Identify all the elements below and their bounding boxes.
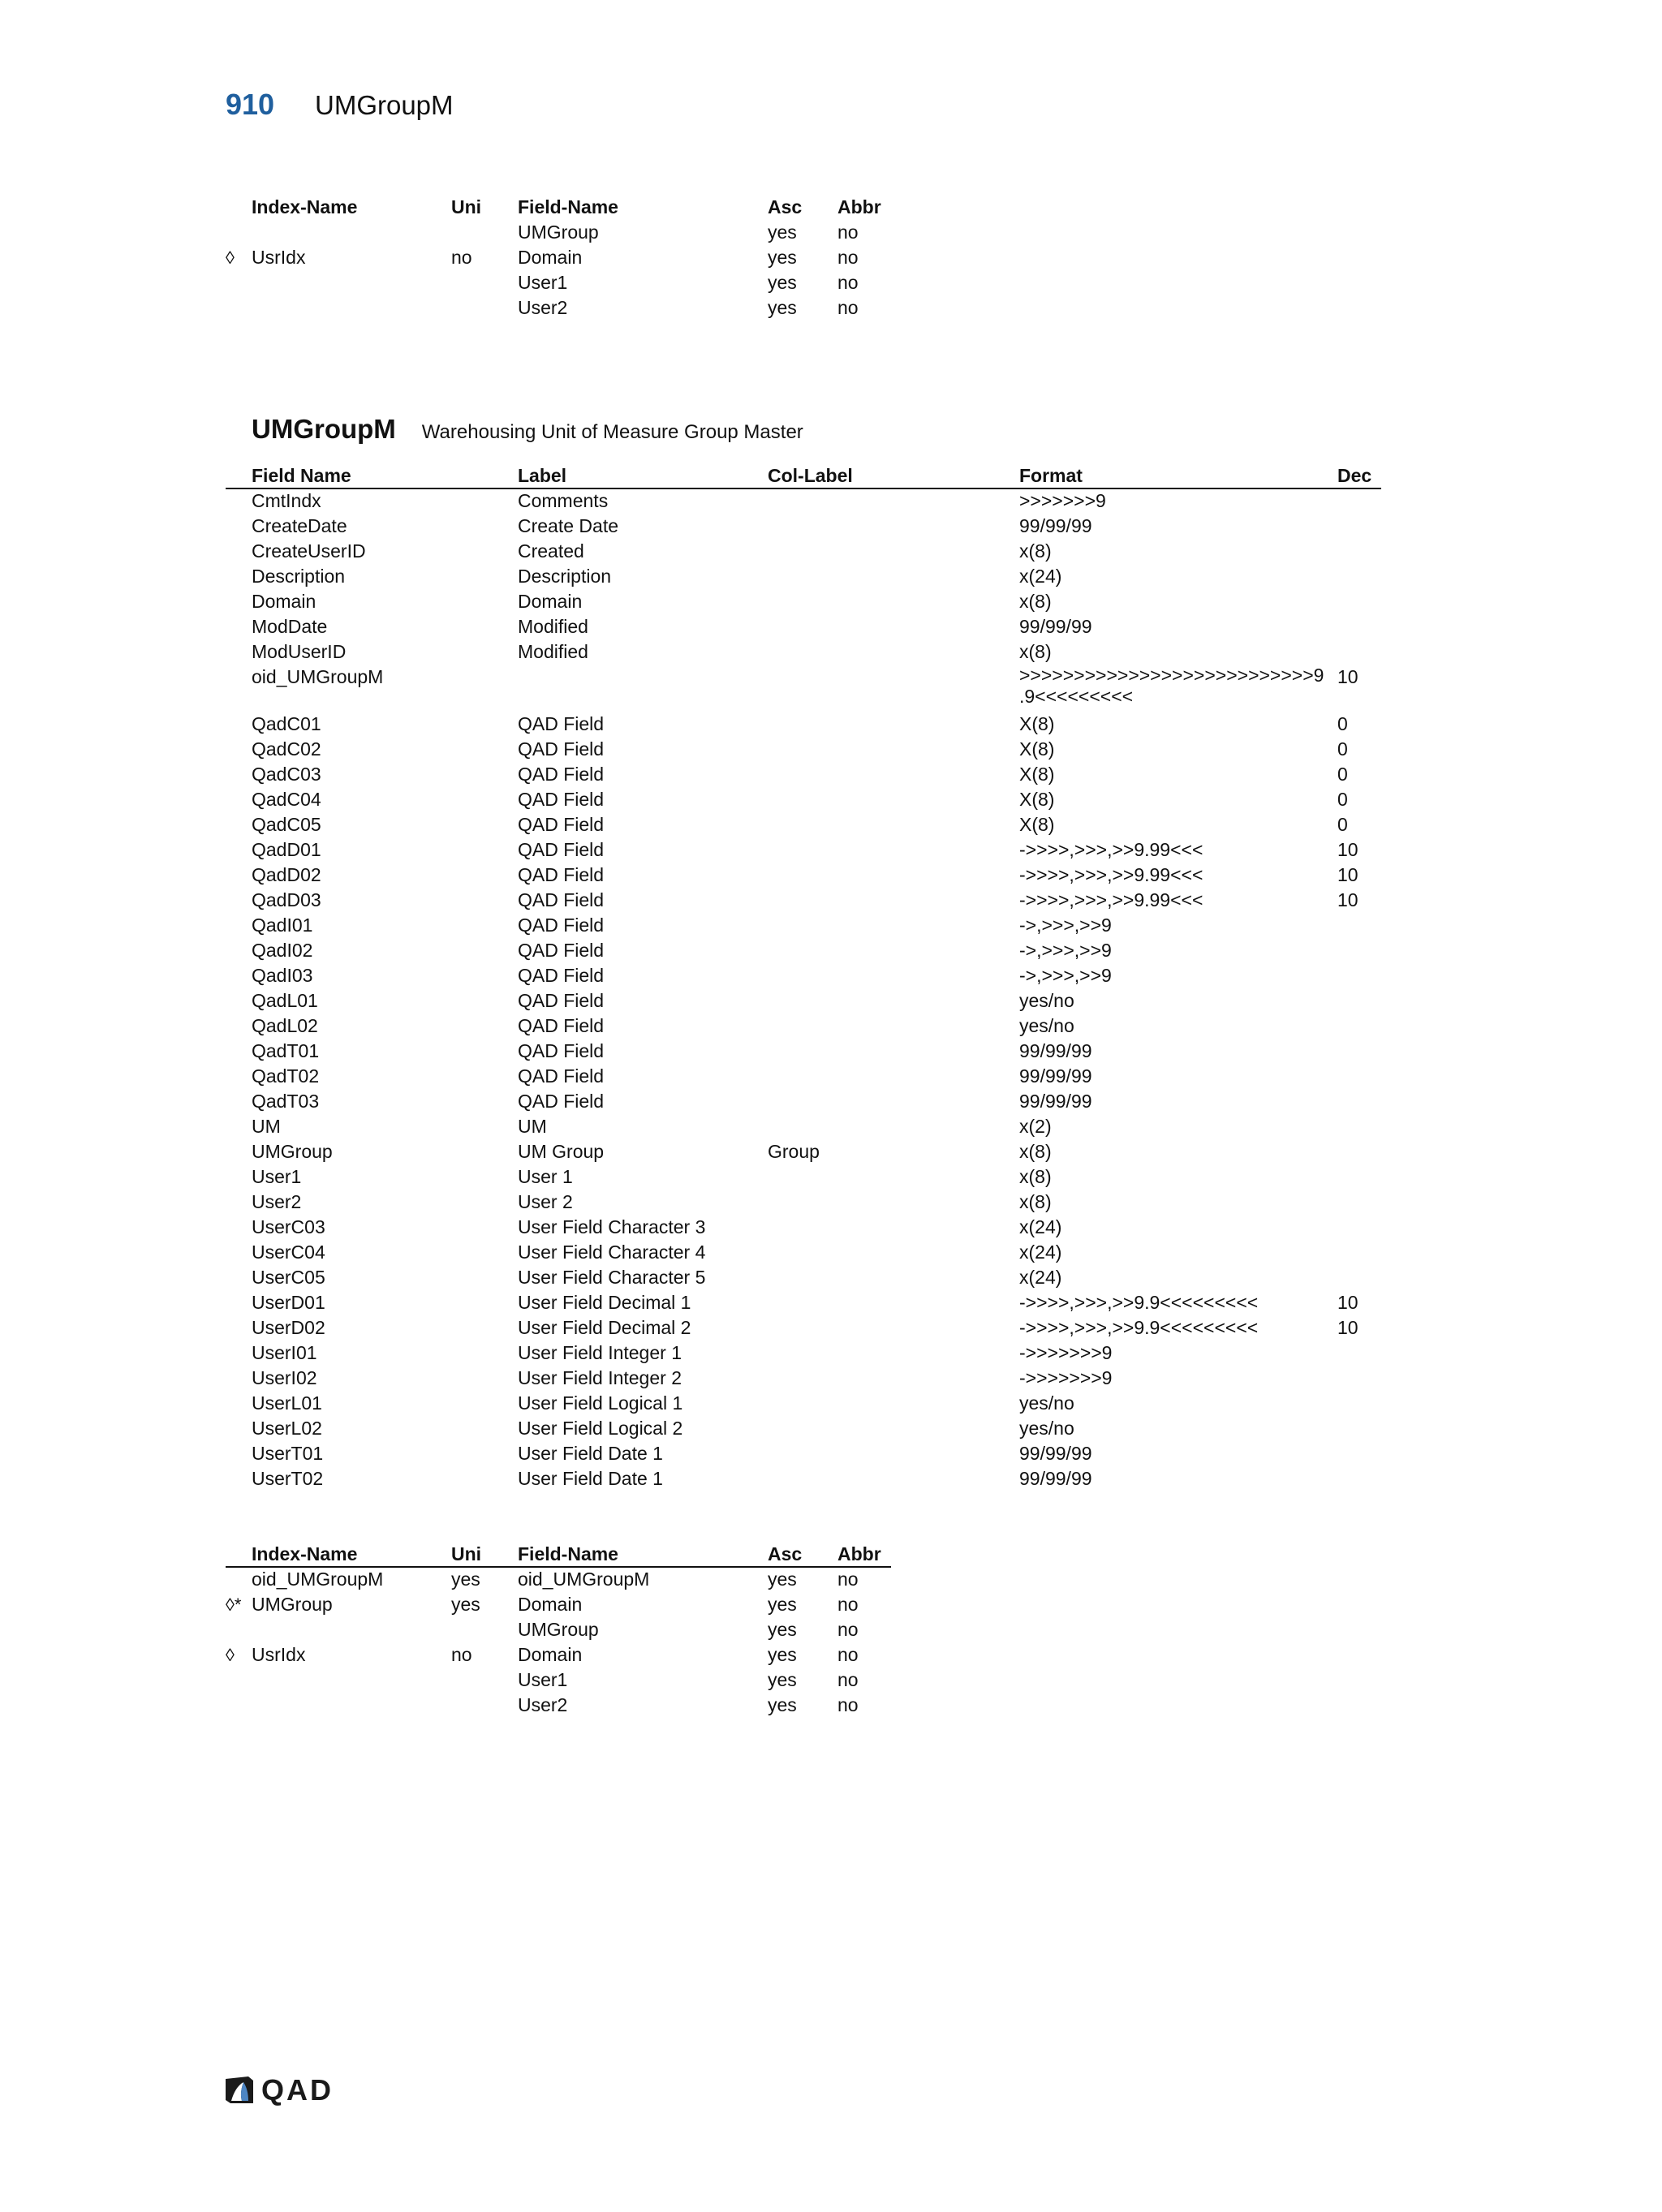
table-row [226,1164,1381,1190]
footer-logo [224,2073,334,2107]
field-format [1019,1265,1061,1290]
table-description: Warehousing Unit of Measure Group Master [421,421,803,443]
field-label: User Field Date 1 [518,1468,663,1489]
table-row [226,539,1381,564]
table-row [226,1139,1381,1164]
field-format-line: 99/99/99 [1019,1468,1092,1489]
field-label: QAD Field [518,940,605,961]
field-name: UserL02 [252,1418,322,1439]
field-format [1019,1013,1074,1039]
field-name: QadI01 [252,914,313,936]
index-abbreviated: no [837,1669,859,1690]
field-name: UM [252,1116,281,1137]
index-abbreviated: no [837,297,859,318]
index-field-name: UMGroup [518,1619,599,1640]
index-ascending: yes [768,1619,797,1640]
field-decimals: 0 [1337,764,1348,785]
table-row [226,1592,891,1617]
table-row [226,1466,1381,1491]
table-row [226,1341,1381,1366]
table-row [226,589,1381,614]
index-abbreviated: no [837,247,859,268]
index-name: UMGroup [252,1594,333,1615]
field-format-line: ->>>>,>>>,>>9.9<<<<<<<<< [1019,1292,1259,1313]
index-unique: yes [451,1569,480,1590]
table-row [226,1567,891,1592]
index-name: oid_UMGroupM [252,1569,384,1590]
field-format-line: >>>>>>>>>>>>>>>>>>>>>>>>>>>9 [1019,665,1324,686]
field-label: QAD Field [518,965,605,986]
table-row [226,1617,891,1642]
index-unique: no [451,247,472,268]
field-format [1019,938,1112,963]
field-format [1019,837,1203,863]
table-row [226,270,891,295]
field-name: Description [252,566,346,587]
field-name: UserD02 [252,1317,325,1338]
field-format-line: ->>>>,>>>,>>9.99<<< [1019,864,1203,885]
header-asc: Asc [768,1543,803,1564]
field-label: UM [518,1116,547,1137]
header-uni: Uni [451,1543,482,1564]
header-field-name: Field-Name [518,196,618,217]
index-table-header [226,1542,891,1567]
table-row [226,762,1381,787]
field-format [1019,564,1061,589]
field-name: QadI02 [252,940,313,961]
index-abbreviated: no [837,1619,859,1640]
field-format [1019,888,1203,913]
table-row [226,295,891,321]
field-label: User Field Date 1 [518,1443,663,1464]
table-row [226,1693,891,1718]
field-format [1019,1466,1092,1491]
qad-logo-icon [224,2076,255,2105]
field-decimals: 10 [1337,666,1358,687]
table-row [226,1642,891,1668]
table-row [226,1039,1381,1064]
field-format-line: ->>>>>>>9 [1019,1342,1113,1363]
field-name: UserI02 [252,1367,317,1388]
field-format [1019,737,1054,762]
field-name: UserD01 [252,1292,325,1313]
index-field-name: User1 [518,1669,568,1690]
index-marker: ◊* [226,1594,242,1615]
index-field-name: Domain [518,247,583,268]
header-uni: Uni [451,196,482,217]
field-table-body [226,488,1381,1491]
table-row [226,1290,1381,1315]
field-format [1019,863,1203,888]
field-format-line: yes/no [1019,1015,1074,1036]
field-label: Modified [518,616,588,637]
field-format [1019,488,1106,514]
field-decimals: 10 [1337,839,1358,860]
index-field-name: Domain [518,1644,583,1665]
field-decimals: 10 [1337,864,1358,885]
table-row [226,1089,1381,1114]
field-format-line: 99/99/99 [1019,1443,1092,1464]
field-label: Modified [518,641,588,662]
field-name: QadC04 [252,789,321,810]
index-abbreviated: no [837,1569,859,1590]
index-table-bottom [226,1542,891,1718]
field-format [1019,514,1092,539]
field-format [1019,1341,1112,1366]
index-table-body [226,220,891,321]
header-index-name: Index-Name [252,1543,358,1564]
field-format [1019,665,1324,707]
field-label: User Field Integer 1 [518,1342,682,1363]
table-row [226,1064,1381,1089]
table-row [226,888,1381,913]
field-name: QadC05 [252,814,321,835]
field-label: QAD Field [518,789,605,810]
index-ascending: yes [768,1594,797,1615]
field-label: QAD Field [518,713,605,734]
table-row [226,1391,1381,1416]
table-row [226,614,1381,639]
table-row [226,787,1381,812]
field-name: Domain [252,591,316,612]
field-format-line: ->,>>>,>>9 [1019,940,1112,961]
field-name: UserL01 [252,1392,322,1414]
table-row [226,1114,1381,1139]
field-format [1019,963,1112,988]
header-abbr: Abbr [837,1543,881,1564]
field-label: Created [518,540,584,562]
field-format-line: 99/99/99 [1019,616,1092,637]
index-abbreviated: no [837,1644,859,1665]
table-row [226,639,1381,665]
field-label: QAD Field [518,1040,605,1061]
field-format-line: 99/99/99 [1019,515,1092,536]
field-name: UMGroup [252,1141,333,1162]
field-name: QadI03 [252,965,313,986]
field-decimals: 0 [1337,713,1348,734]
field-name: QadD03 [252,889,321,910]
field-name: QadC03 [252,764,321,785]
table-row [226,245,891,270]
field-format-line: x(24) [1019,1216,1062,1237]
field-format-line: 99/99/99 [1019,1065,1092,1087]
field-label: User 2 [518,1191,573,1212]
field-label: QAD Field [518,914,605,936]
field-name: ModDate [252,616,328,637]
field-label: QAD Field [518,990,605,1011]
field-name: QadC02 [252,738,321,760]
field-format-line: ->,>>>,>>9 [1019,965,1112,986]
table-row [226,712,1381,737]
field-table-header [226,463,1381,488]
index-marker: ◊ [226,247,235,268]
field-format-line: x(8) [1019,1141,1052,1162]
field-label: User Field Character 4 [518,1242,706,1263]
field-label: User Field Character 5 [518,1267,706,1288]
page-header [226,88,454,128]
table-row [226,1416,1381,1441]
field-name: QadT01 [252,1040,320,1061]
header-format: Format [1019,465,1083,486]
field-format [1019,1416,1074,1441]
field-format [1019,639,1052,665]
field-format [1019,539,1052,564]
index-table-header [226,195,891,220]
table-row [226,863,1381,888]
field-label: Comments [518,490,609,511]
index-table-body [226,1567,891,1718]
table-row [226,1668,891,1693]
field-format-line: x(8) [1019,1191,1052,1212]
field-format-line: x(24) [1019,566,1062,587]
field-decimals: 10 [1337,1292,1358,1313]
table-name: UMGroupM [252,414,396,444]
field-decimals: 0 [1337,814,1348,835]
field-format [1019,1315,1258,1341]
index-field-name: Domain [518,1594,583,1615]
index-field-name: oid_UMGroupM [518,1569,650,1590]
header-field-name: Field Name [252,465,351,486]
field-format-line: >>>>>>>9 [1019,490,1106,511]
field-name: CreateDate [252,515,347,536]
field-label: User Field Decimal 1 [518,1292,691,1313]
table-row [226,737,1381,762]
field-format-line: x(2) [1019,1116,1052,1137]
table-row [226,1265,1381,1290]
index-abbreviated: no [837,222,859,243]
field-label: Create Date [518,515,619,536]
field-name: UserI01 [252,1342,317,1363]
field-name: User2 [252,1191,302,1212]
field-label: User Field Character 3 [518,1216,706,1237]
field-format-line: x(8) [1019,1166,1052,1187]
page-title: UMGroupM [315,90,454,120]
field-format-line: ->>>>,>>>,>>9.9<<<<<<<<< [1019,1317,1259,1338]
index-field-name: UMGroup [518,222,599,243]
field-format-line: X(8) [1019,764,1055,785]
index-unique: no [451,1644,472,1665]
logo-wordmark: QAD [261,2073,334,2107]
table-row [226,938,1381,963]
field-label: User 1 [518,1166,573,1187]
field-format-line: yes/no [1019,990,1074,1011]
field-format-line: .9<<<<<<<<< [1019,686,1134,707]
field-decimals: 0 [1337,789,1348,810]
index-abbreviated: no [837,1594,859,1615]
field-format-line: X(8) [1019,713,1055,734]
index-name: UsrIdx [252,247,306,268]
field-name: QadT03 [252,1091,320,1112]
index-ascending: yes [768,297,797,318]
field-format-line: yes/no [1019,1418,1074,1439]
field-format-line: X(8) [1019,738,1055,760]
field-name: QadT02 [252,1065,320,1087]
table-row [226,1315,1381,1341]
field-label: QAD Field [518,764,605,785]
index-ascending: yes [768,247,797,268]
field-label: QAD Field [518,889,605,910]
index-field-name: User2 [518,1694,568,1715]
header-asc: Asc [768,196,803,217]
field-format-line: ->>>>,>>>,>>9.99<<< [1019,889,1203,910]
field-name: UserT01 [252,1443,324,1464]
field-format-line: X(8) [1019,814,1055,835]
index-name: UsrIdx [252,1644,306,1665]
field-col-label: Group [768,1141,820,1162]
field-format [1019,1190,1052,1215]
field-label: QAD Field [518,814,605,835]
table-row [226,913,1381,938]
field-format [1019,787,1054,812]
field-label: QAD Field [518,738,605,760]
field-label: User Field Integer 2 [518,1367,682,1388]
field-format [1019,1240,1061,1265]
field-format [1019,1290,1258,1315]
field-name: oid_UMGroupM [252,666,384,687]
table-row [226,220,891,245]
field-decimals: 0 [1337,738,1348,760]
field-format [1019,988,1074,1013]
field-format [1019,614,1092,639]
field-format-line: 99/99/99 [1019,1091,1092,1112]
table-row [226,665,1381,712]
field-format [1019,1441,1092,1466]
field-label: User Field Decimal 2 [518,1317,691,1338]
index-field-name: User1 [518,272,568,293]
field-decimals: 10 [1337,889,1358,910]
header-index-name: Index-Name [252,196,358,217]
field-format [1019,1139,1052,1164]
table-row [226,963,1381,988]
field-format-line: x(24) [1019,1267,1062,1288]
index-ascending: yes [768,1569,797,1590]
field-name: QadD02 [252,864,321,885]
page-number: 910 [226,88,275,121]
field-label: QAD Field [518,1091,605,1112]
field-format [1019,913,1112,938]
index-abbreviated: no [837,272,859,293]
field-format [1019,1114,1052,1139]
field-label: UM Group [518,1141,605,1162]
header-col-label: Col-Label [768,465,853,486]
table-title [252,414,803,445]
header-label: Label [518,465,567,486]
table-row [226,1190,1381,1215]
header-dec: Dec [1337,465,1372,486]
field-label: User Field Logical 1 [518,1392,683,1414]
field-name: User1 [252,1166,302,1187]
table-row [226,488,1381,514]
field-format [1019,1089,1092,1114]
field-name: QadD01 [252,839,321,860]
field-format-line: x(8) [1019,591,1052,612]
field-format [1019,812,1054,837]
table-row [226,1013,1381,1039]
index-ascending: yes [768,272,797,293]
index-ascending: yes [768,1669,797,1690]
index-ascending: yes [768,222,797,243]
index-marker: ◊ [226,1645,235,1665]
index-abbreviated: no [837,1694,859,1715]
field-format [1019,1039,1092,1064]
field-name: QadC01 [252,713,321,734]
field-format [1019,712,1054,737]
field-format [1019,589,1052,614]
field-format-line: x(8) [1019,540,1052,562]
index-unique: yes [451,1594,480,1615]
index-table-top [226,195,891,321]
table-row [226,812,1381,837]
field-label: Description [518,566,612,587]
table-row [226,1366,1381,1391]
field-name: CreateUserID [252,540,366,562]
table-row [226,1215,1381,1240]
field-format-line: X(8) [1019,789,1055,810]
table-row [226,564,1381,589]
field-name: UserC04 [252,1242,325,1263]
field-format [1019,1064,1092,1089]
field-label: User Field Logical 2 [518,1418,683,1439]
index-ascending: yes [768,1644,797,1665]
field-format-line: x(24) [1019,1242,1062,1263]
field-label: Domain [518,591,583,612]
field-label: QAD Field [518,1015,605,1036]
field-format [1019,1164,1052,1190]
field-format [1019,1215,1061,1240]
field-name: UserC03 [252,1216,325,1237]
table-row [226,1240,1381,1265]
header-field-name: Field-Name [518,1543,618,1564]
field-label: QAD Field [518,839,605,860]
field-name: UserT02 [252,1468,324,1489]
table-row [226,1441,1381,1466]
field-format-line: ->>>>,>>>,>>9.99<<< [1019,839,1203,860]
field-format-line: yes/no [1019,1392,1074,1414]
field-format-line: 99/99/99 [1019,1040,1092,1061]
table-row [226,514,1381,539]
field-format [1019,1391,1074,1416]
field-label: QAD Field [518,864,605,885]
field-decimals: 10 [1337,1317,1358,1338]
field-format [1019,1366,1112,1391]
field-name: QadL02 [252,1015,318,1036]
field-name: UserC05 [252,1267,325,1288]
index-ascending: yes [768,1694,797,1715]
field-name: CmtIndx [252,490,321,511]
field-name: ModUserID [252,641,347,662]
header-abbr: Abbr [837,196,881,217]
field-format-line: ->>>>>>>9 [1019,1367,1113,1388]
field-label: QAD Field [518,1065,605,1087]
index-field-name: User2 [518,297,568,318]
field-name: QadL01 [252,990,318,1011]
field-format-line: ->,>>>,>>9 [1019,914,1112,936]
table-row [226,988,1381,1013]
field-format-line: x(8) [1019,641,1052,662]
table-row [226,837,1381,863]
field-table [226,463,1381,1491]
field-format [1019,762,1054,787]
